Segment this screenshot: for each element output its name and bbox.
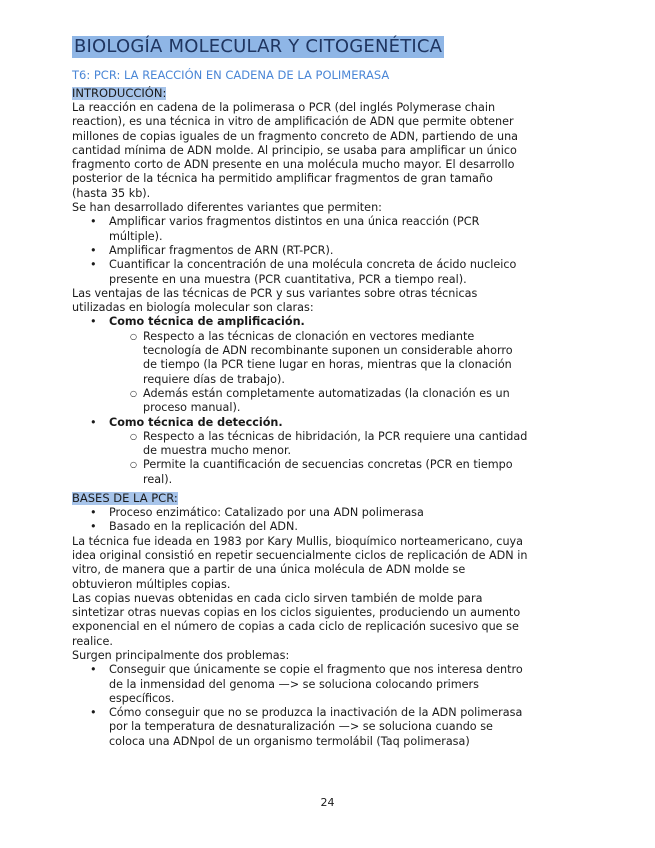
exponential-paragraph: Las copias nuevas obtenidas en cada ciclo sirven también de molde para sintetizar otras nuevas copias en los ciclos siguientes, produciendo un aumento exponencial en el número de copias a cada ciclo de replicación sucesivo que se realice. [72, 591, 521, 648]
list-item: • Amplificar varios fragmentos distintos en una única reacción (PCR múltiple). [72, 215, 528, 244]
list-item: • Proceso enzimático: Catalizado por una ADN polimerasa [72, 506, 528, 520]
advantages-list [72, 315, 528, 487]
history-paragraph: La técnica fue ideada en 1983 por Kary Mullis, bioquímico norteamericano, cuya idea original consistió en repetir secuencialmente ciclos de replicación de ADN in vitro, de manera que a partir de una única molécula de ADN molde se obtuvieron múltiples copias. [72, 534, 528, 591]
advantage-item [72, 416, 528, 487]
list-item: • Amplificar fragmentos de ARN (RT-PCR). [72, 244, 528, 258]
advantage-item [72, 315, 528, 415]
problems-intro: Surgen principalmente dos problemas: [72, 648, 290, 662]
list-item: ○ Además están completamente automatizadas (la clonación es un proceso manual). [72, 387, 528, 416]
variants-list [72, 215, 528, 286]
advantage-label: Como técnica de amplificación. [109, 315, 305, 329]
bases-heading: BASES DE LA PCR: [72, 491, 178, 506]
list-item: ○ Respecto a las técnicas de hibridación, la PCR requiere una cantidad de muestra mucho menor. [72, 430, 528, 459]
list-item: • Cuantificar la concentración de una molécula concreta de ácido nucleico presente en una muestra (PCR cuantitativa, PCR a tiempo real). [72, 258, 528, 287]
list-item: ○ Respecto a las técnicas de clonación en vectores mediante tecnología de ADN recombinante suponen un considerable ahorro de tiempo (la PCR tiene lugar en horas, mientras que la clonación requiere días de trabajo). [72, 330, 528, 387]
advantage-sublist [109, 330, 528, 416]
list-item: ○ Permite la cuantificación de secuencias concretas (PCR en tiempo real). [72, 458, 528, 487]
problems-list [72, 663, 528, 749]
list-item: • Conseguir que únicamente se copie el fragmento que nos interesa dentro de la inmensidad del genoma —> se soluciona colocando primers específicos. [72, 663, 528, 706]
list-item: • Basado en la replicación del ADN. [72, 520, 528, 534]
variants-intro: Se han desarrollado diferentes variantes que permiten: [72, 201, 382, 215]
advantages-intro: Las ventajas de las técnicas de PCR y sus variantes sobre otras técnicas utilizadas en biología molecular son claras: [72, 286, 478, 315]
document-title: BIOLOGÍA MOLECULAR Y CITOGENÉTICA [74, 36, 443, 57]
advantage-label: Como técnica de detección. [109, 415, 283, 429]
list-item: • Cómo conseguir que no se produzca la inactivación de la ADN polimerasa por la temperatura de desnaturalización —> se soluciona cuando se coloca una ADNpol de un organismo termolábil (Taq polimerasa) [72, 706, 528, 749]
page-content [72, 36, 528, 749]
bases-list [72, 506, 528, 535]
page-number: 24 [320, 796, 335, 809]
intro-heading: INTRODUCCIÓN: [72, 86, 167, 100]
topic-subtitle: T6: PCR: LA REACCIÓN EN CADENA DE LA POLIMERASA [72, 68, 390, 82]
advantage-sublist [109, 430, 528, 487]
intro-paragraph: La reacción en cadena de la polimerasa o PCR (del inglés Polymerase chain reaction), es una técnica in vitro de amplificación de ADN que permite obtener millones de copias iguales de un fragmento concreto de ADN, partiendo de una cantidad mínima de ADN molde. Al principio, se usaba para amplificar un único fragmento corto de ADN presente en una molécula mucho mayor. El desarrollo posterior de la técnica ha permitido amplificar fragmentos de gran tamaño (hasta 35 kb). [72, 101, 519, 200]
